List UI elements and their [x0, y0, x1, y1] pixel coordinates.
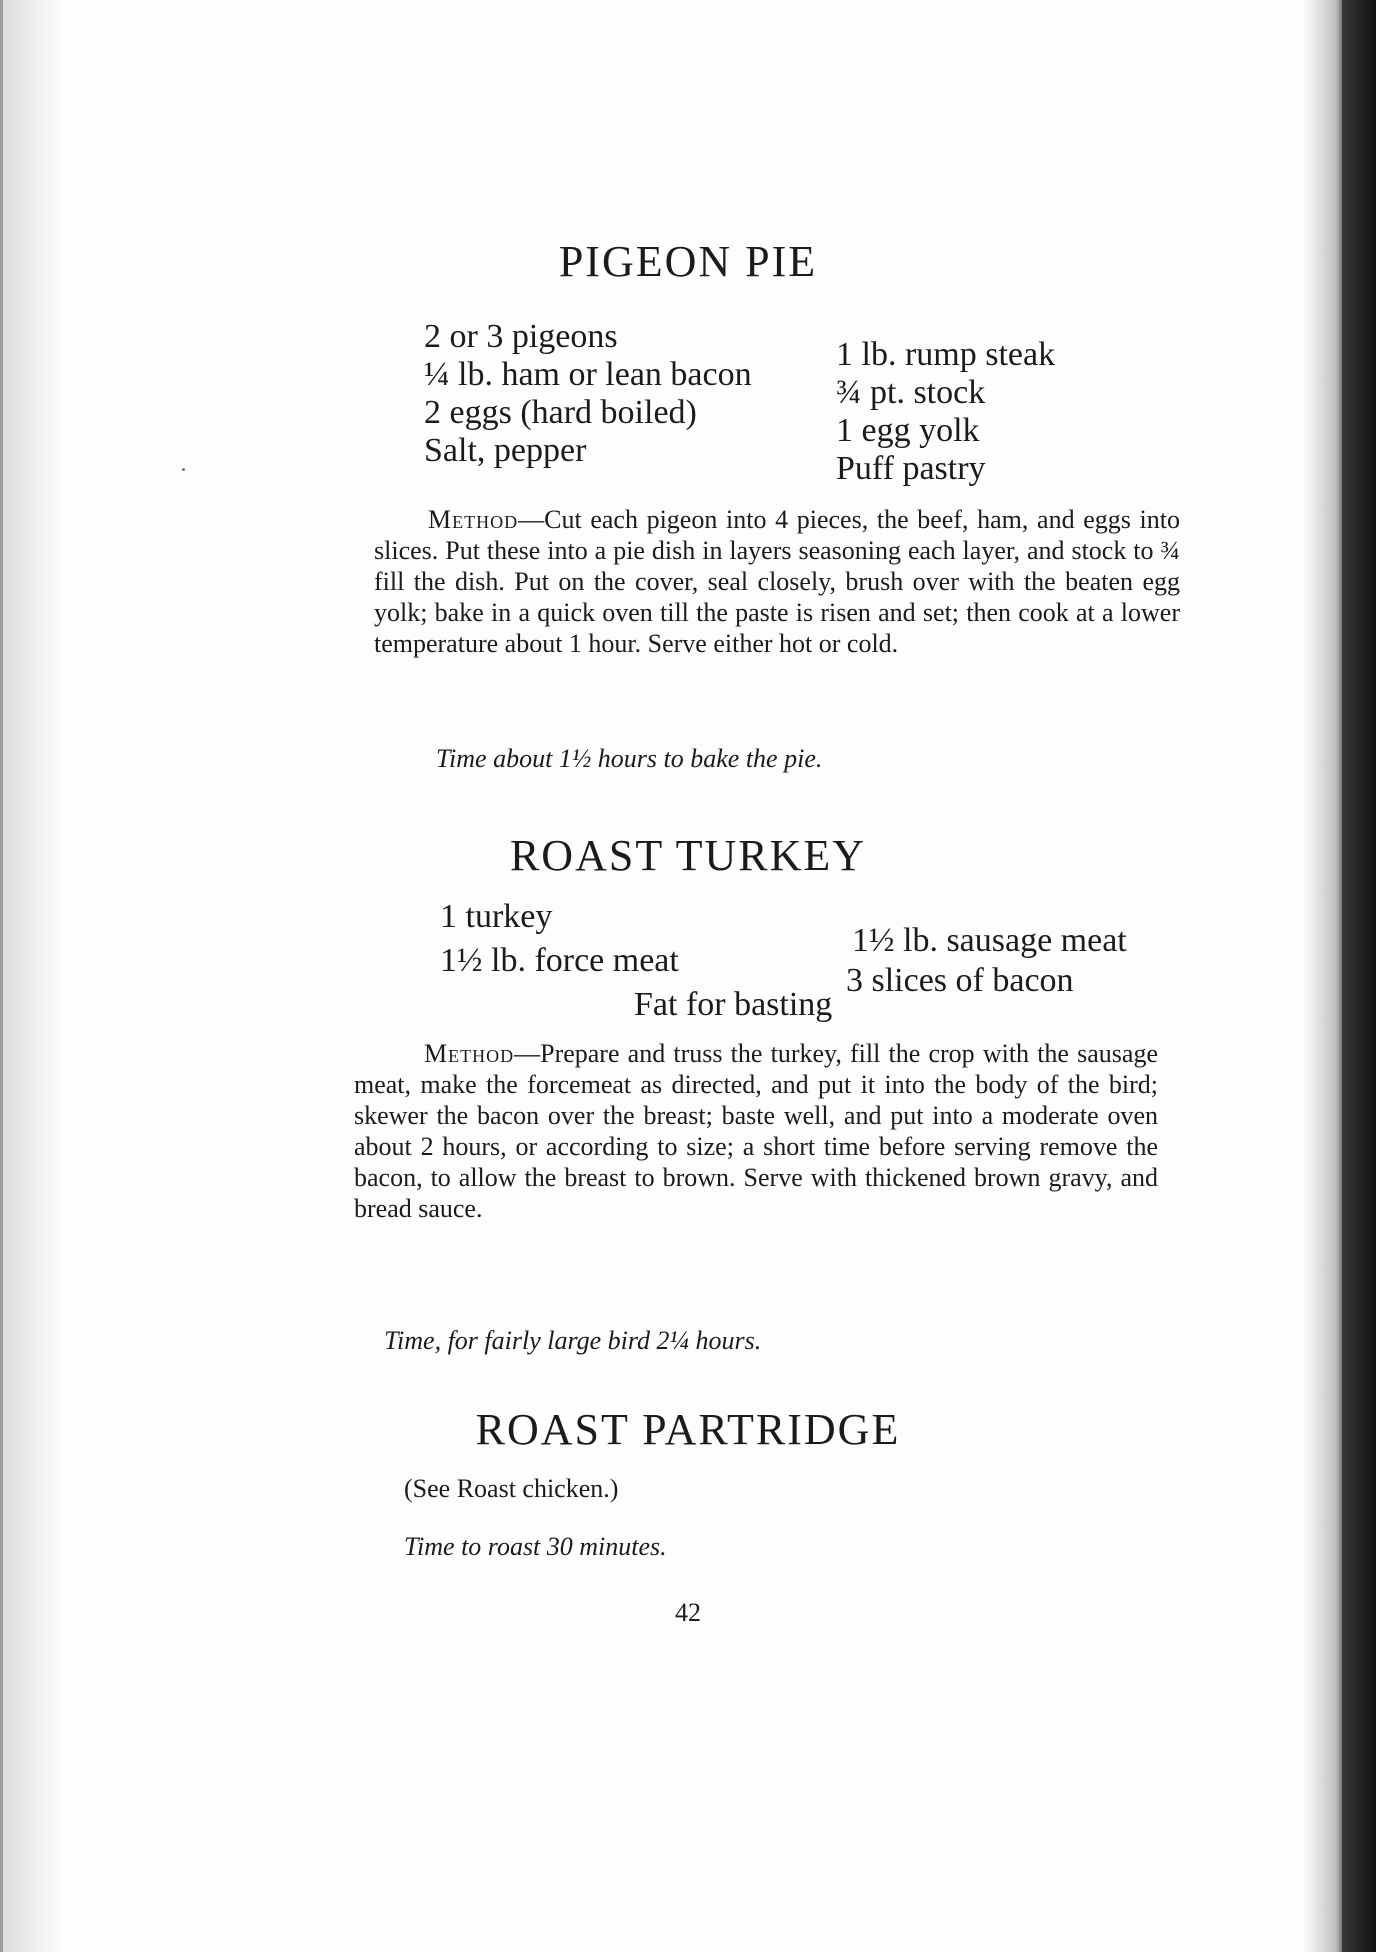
method-roast-turkey [354, 1038, 1158, 1224]
spine-shadow [1302, 0, 1342, 1952]
method-text: —Prepare and truss the turkey, fill the crop with the sausage meat, make the forcemeat as directed, and put it into the body of the bird; skewer the bacon over the breast; baste well, and put into a moderate oven about 2 hours, or according to size; a short time before serving remove the bacon, to allow the breast to brown. Serve with thickened brown gravy, and bread sauce. [354, 1039, 1158, 1223]
reference-roast-partridge: (See Roast chicken.) [404, 1474, 619, 1503]
ingredient: 1½ lb. force meat [440, 942, 679, 979]
page-number: 42 [675, 1598, 701, 1627]
ingredient: Puff pastry [836, 450, 986, 487]
ingredient: 1 turkey [440, 898, 553, 935]
ingredient: Fat for basting [634, 986, 833, 1023]
recipe-title-pigeon-pie: PIGEON PIE [558, 237, 818, 286]
method-text: —Cut each pigeon into 4 pieces, the beef, ham, and eggs into slices. Put these into a pie dish in layers seasoning each layer, and stock to ¾ fill the dish. Put on the cover, seal closely, brush over with the beaten egg yolk; bake in a quick oven till the paste is risen and set; then cook at a lower temperature about 1 hour. Serve either hot or cold. [374, 505, 1180, 658]
ingredient: 2 eggs (hard boiled) [424, 394, 697, 431]
ingredient: 1 egg yolk [836, 412, 980, 449]
recipe-title-roast-partridge: ROAST PARTRIDGE [475, 1405, 901, 1454]
ingredient: ¼ lb. ham or lean bacon [424, 356, 752, 393]
time-note-pigeon-pie: Time about 1½ hours to bake the pie. [436, 744, 823, 773]
method-lead: Method [424, 1039, 515, 1068]
ingredient: ¾ pt. stock [836, 374, 986, 411]
ingredient: 2 or 3 pigeons [424, 318, 618, 355]
ingredient: 3 slices of bacon [846, 962, 1074, 999]
page-left-edge [0, 0, 62, 1952]
time-note-roast-partridge: Time to roast 30 minutes. [404, 1532, 667, 1561]
ingredient: 1½ lb. sausage meat [852, 922, 1127, 959]
time-note-roast-turkey: Time, for fairly large bird 2¼ hours. [384, 1326, 762, 1355]
method-pigeon-pie [374, 504, 1180, 659]
ingredient: Salt, pepper [424, 432, 587, 469]
speck [182, 468, 185, 471]
method-lead: Method [428, 505, 519, 534]
ingredient: 1 lb. rump steak [836, 336, 1056, 373]
recipe-title-roast-turkey: ROAST TURKEY [509, 831, 867, 880]
book-binding-edge [1342, 0, 1376, 1952]
